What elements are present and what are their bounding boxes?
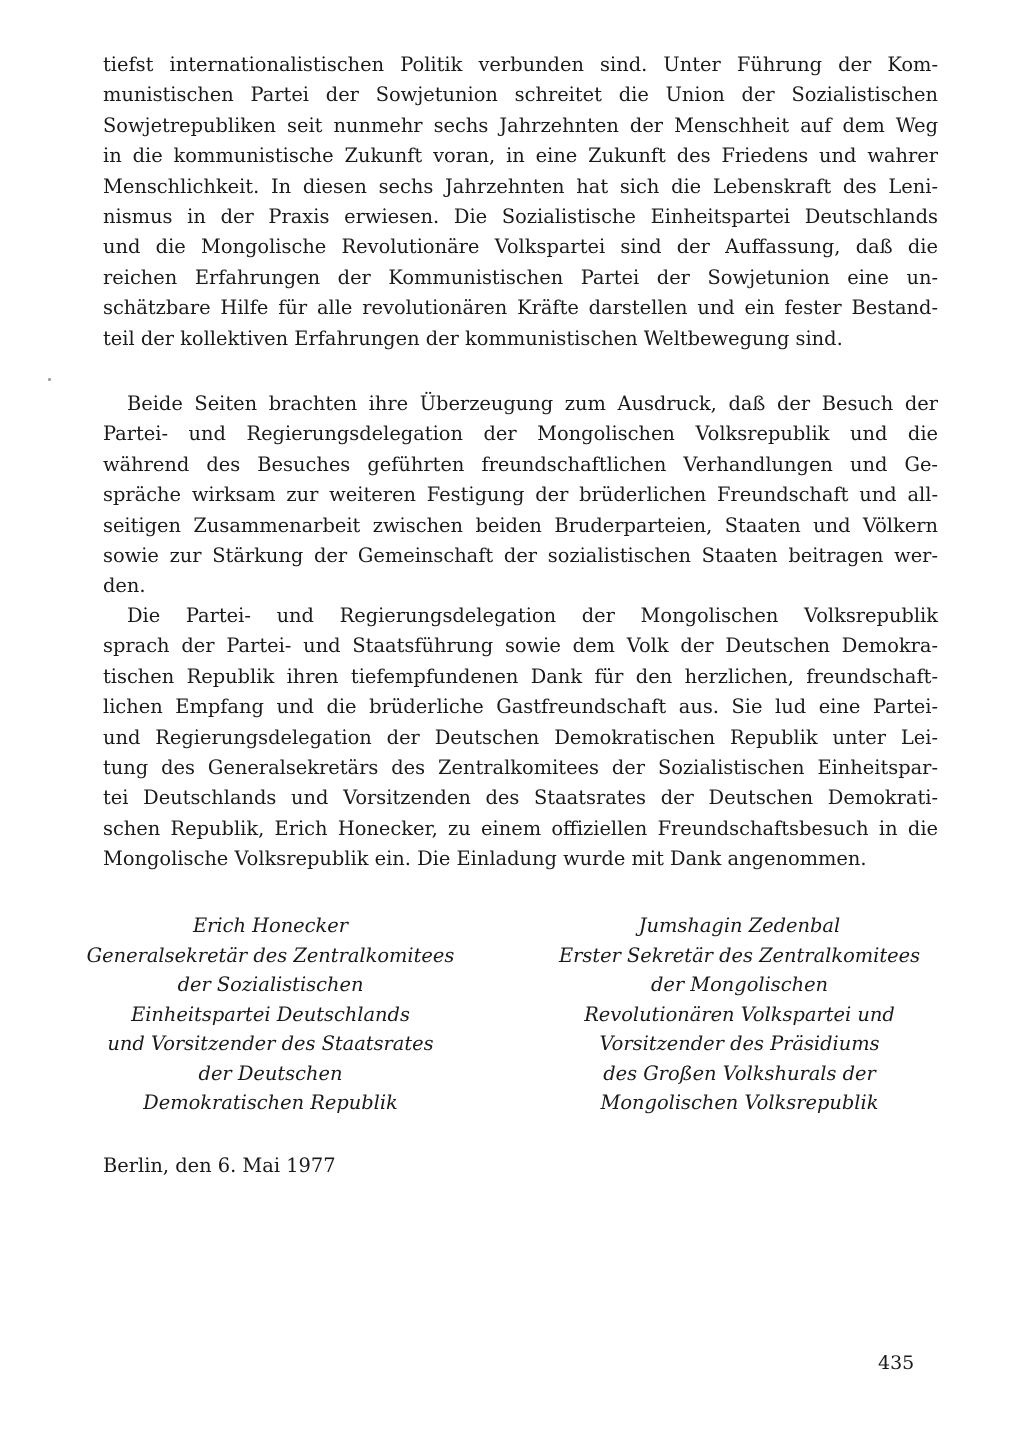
page-number: 435 bbox=[878, 1352, 915, 1374]
paragraph-line: teil der kollektiven Erfahrungen der kommunistischen Weltbewegung sind. bbox=[103, 326, 843, 350]
paragraph-line: tischen Republik ihren tiefempfundenen Dank für den herzlichen, freundschaft- bbox=[103, 664, 938, 688]
paragraph-line: und Regierungsdelegation der Deutschen Demokratischen Republik unter Lei- bbox=[103, 725, 938, 749]
signature-block-zedenbal bbox=[542, 911, 937, 1118]
signatory-title-line: Vorsitzender des Präsidiums bbox=[599, 1032, 880, 1055]
signatory-name: Jumshagin Zedenbal bbox=[638, 914, 841, 937]
paragraph-line: Menschlichkeit. In diesen sechs Jahrzehnten hat sich die Lebenskraft des Leni- bbox=[103, 174, 938, 198]
paragraph-line: Mongolische Volksrepublik ein. Die Einladung wurde mit Dank angenommen. bbox=[103, 847, 867, 871]
paragraph-line: in die kommunistische Zukunft voran, in eine Zukunft des Friedens und wahrer bbox=[103, 144, 938, 168]
signatory-title-line: Einheitspartei Deutschlands bbox=[131, 1002, 410, 1026]
signature-block-honecker bbox=[73, 911, 468, 1118]
paragraph-line: sprach der Partei- und Staatsführung sowie dem Volk der Deutschen Demokra- bbox=[103, 634, 938, 658]
signatory-title-line: Mongolischen Volksrepublik bbox=[600, 1091, 879, 1114]
signatory-title-line: der Deutschen bbox=[198, 1061, 343, 1085]
paragraph-line: während des Besuches geführten freundschaftlichen Verhandlungen und Ge- bbox=[103, 452, 938, 476]
paragraph-line: seitigen Zusammenarbeit zwischen beiden Bruderparteien, Staaten und Völkern bbox=[103, 513, 938, 537]
paragraph-line: Beide Seiten brachten ihre Überzeugung zum Ausdruck, daß der Besuch der bbox=[127, 392, 938, 415]
signatory-title-line: und Vorsitzender des Staatsrates bbox=[107, 1032, 434, 1055]
paragraph-line: den. bbox=[103, 574, 146, 598]
paragraph-line: lichen Empfang und die brüderliche Gastfreundschaft aus. Sie lud eine Partei- bbox=[103, 695, 938, 719]
paragraph-line: schätzbare Hilfe für alle revolutionären Kräfte darstellen und ein fester Bestand- bbox=[103, 296, 938, 320]
signatory-name: Erich Honecker bbox=[192, 914, 349, 937]
paragraph-line: tei Deutschlands und Vorsitzenden des Staatsrates der Deutschen Demokrati- bbox=[103, 786, 938, 810]
signatory-title-line: Erster Sekretär des Zentralkomitees bbox=[558, 943, 921, 967]
paragraph-line: schen Republik, Erich Honecker, zu einem offiziellen Freundschaftsbesuch in die bbox=[103, 816, 938, 840]
paragraph-line: Die Partei- und Regierungsdelegation der Mongolischen Volksrepublik bbox=[127, 604, 938, 627]
signatory-title-line: Demokratischen Republik bbox=[143, 1091, 398, 1114]
paragraph-line: munistischen Partei der Sowjetunion schreitet die Union der Sozialistischen bbox=[103, 83, 938, 107]
paragraph-1 bbox=[103, 50, 938, 354]
paragraph-2 bbox=[103, 389, 938, 602]
paragraph-line: tiefst internationalistischen Politik verbunden sind. Unter Führung der Kom- bbox=[103, 53, 938, 76]
paragraph-line: reichen Erfahrungen der Kommunistischen Partei der Sowjetunion eine un- bbox=[103, 265, 938, 289]
signatory-title-line: Generalsekretär des Zentralkomitees bbox=[86, 943, 455, 967]
paragraph-line: und die Mongolische Revolutionäre Volkspartei sind der Auffassung, daß die bbox=[103, 235, 938, 259]
signatory-title-line: der Mongolischen bbox=[650, 973, 829, 996]
signatory-title-line: des Großen Volkshurals der bbox=[603, 1061, 876, 1085]
paragraph-line: Partei- und Regierungsdelegation der Mongolischen Volksrepublik und die bbox=[103, 422, 938, 446]
scan-speck bbox=[48, 378, 51, 381]
paragraph-3 bbox=[103, 601, 938, 875]
paragraph-line: spräche wirksam zur weiteren Festigung der brüderlichen Freundschaft und all- bbox=[103, 483, 938, 507]
signatory-title-line: der Sozialistischen bbox=[177, 973, 364, 996]
paragraph-line: tung des Generalsekretärs des Zentralkomitees der Sozialistischen Einheitspar- bbox=[103, 755, 938, 779]
paragraph-line: nismus in der Praxis erwiesen. Die Sozialistische Einheitspartei Deutschlands bbox=[103, 204, 938, 228]
paragraph-line: Sowjetrepubliken seit nunmehr sechs Jahrzehnten der Menschheit auf dem Weg bbox=[103, 113, 938, 137]
paragraph-line: sowie zur Stärkung der Gemeinschaft der sozialistischen Staaten beitragen wer- bbox=[103, 543, 938, 567]
place-and-date: Berlin, den 6. Mai 1977 bbox=[103, 1154, 336, 1177]
signatory-title-line: Revolutionären Volkspartei und bbox=[584, 1002, 895, 1026]
